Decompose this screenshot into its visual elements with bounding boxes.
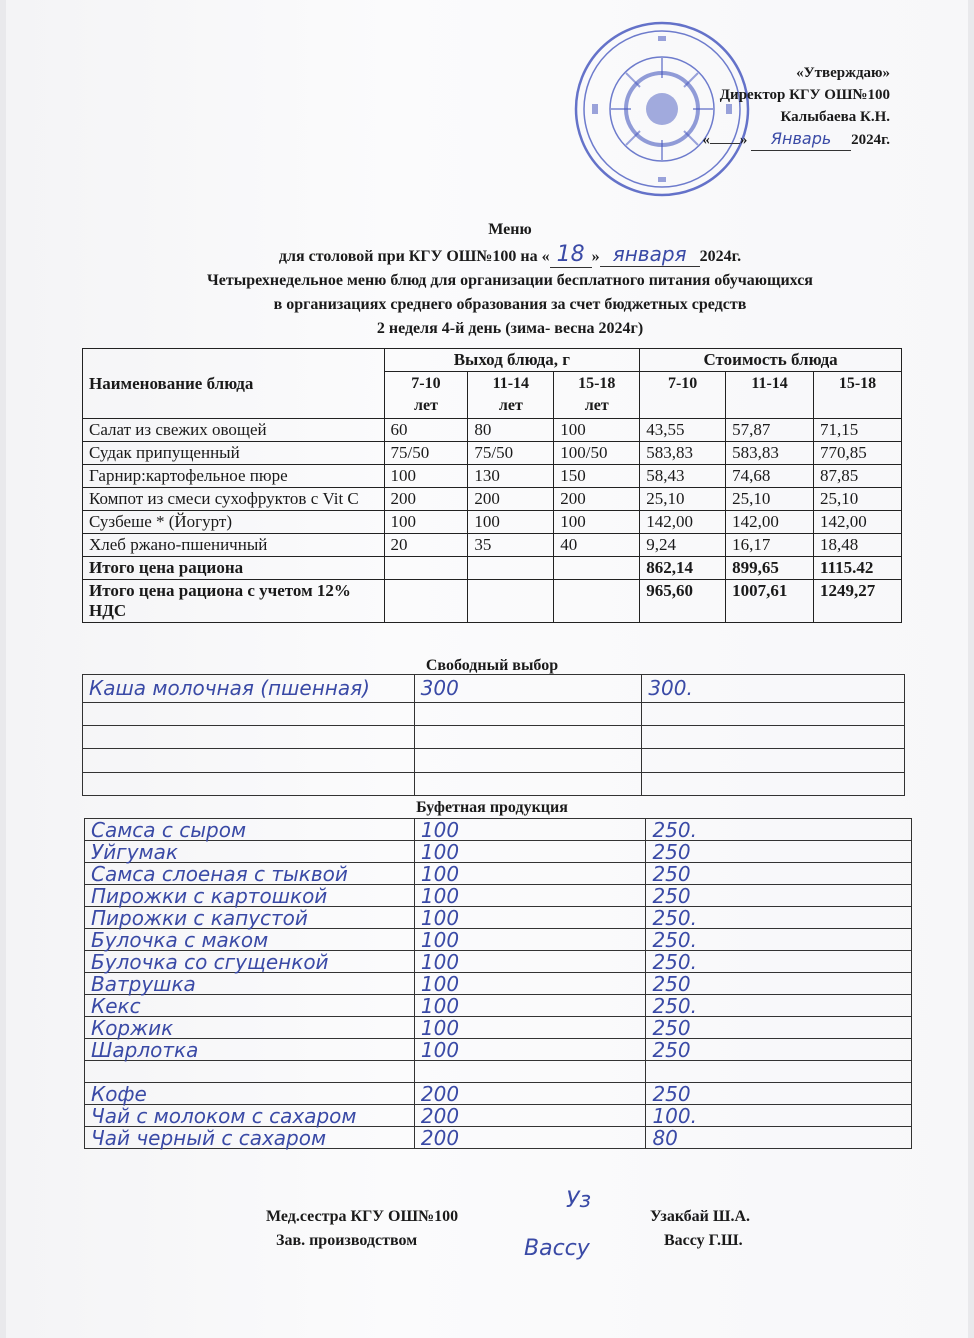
dish-output: 100 xyxy=(384,465,468,488)
buffet-name xyxy=(85,1061,415,1083)
buffet-row xyxy=(85,863,912,885)
col-dish-name: Наименование блюда xyxy=(83,349,385,419)
dish-row xyxy=(83,442,902,465)
buffet-row xyxy=(85,885,912,907)
buffet-price: 250. xyxy=(646,995,912,1017)
approval-date: « » Январь 2024г. xyxy=(660,128,890,151)
buffet-table xyxy=(84,818,912,1149)
buffet-out: 100 xyxy=(414,863,646,885)
age-range: 11-14 xyxy=(492,375,530,392)
buffet-price: 250 xyxy=(646,841,912,863)
buffet-row xyxy=(85,929,912,951)
age-range: 15-18 xyxy=(578,375,616,392)
nurse-role: Мед.сестра КГУ ОШ№100 xyxy=(266,1208,459,1225)
age-unit: лет xyxy=(584,397,609,414)
approval-block xyxy=(660,62,890,151)
dish-row xyxy=(83,419,902,442)
dish-row xyxy=(83,465,902,488)
dish-name: Гарнир:картофельное пюре xyxy=(83,465,385,488)
total-cost: 899,65 xyxy=(726,557,814,580)
dish-cost: 43,55 xyxy=(640,419,726,442)
dish-name: Сузбеше * (Йогурт) xyxy=(83,511,385,534)
dish-output: 40 xyxy=(554,534,640,557)
dish-output: 100 xyxy=(554,511,640,534)
dish-output: 150 xyxy=(554,465,640,488)
dish-cost: 25,10 xyxy=(726,488,814,511)
buffet-out xyxy=(414,1061,646,1083)
free_choice-out: 300 xyxy=(414,675,642,703)
free_choice-name xyxy=(83,702,415,725)
dish-output: 200 xyxy=(468,488,554,511)
total_vat-cost: 1249,27 xyxy=(814,580,902,623)
buffet-name: Самса слоеная с тыквой xyxy=(85,863,415,885)
production-role: Зав. производством xyxy=(276,1232,418,1249)
buffet-price: 250. xyxy=(646,907,912,929)
col-output: Выход блюда, г xyxy=(384,349,640,372)
free_choice-out xyxy=(414,726,642,749)
buffet-price: 250 xyxy=(646,885,912,907)
dish-output: 20 xyxy=(384,534,468,557)
menu-day-handwritten: 18 xyxy=(550,243,592,268)
buffet-out: 100 xyxy=(414,973,646,995)
total-label: Итого цена рациона xyxy=(83,557,385,580)
buffet-row xyxy=(85,819,912,841)
approval-month-handwritten: Январь xyxy=(751,128,851,151)
buffet-out: 100 xyxy=(414,1039,646,1061)
age-unit: лет xyxy=(414,397,438,414)
dish-cost: 25,10 xyxy=(814,488,902,511)
buffet-out: 100 xyxy=(414,951,646,973)
buffet-out: 200 xyxy=(414,1083,646,1105)
buffet-name: Пирожки с капустой xyxy=(85,907,415,929)
approval-position: Директор КГУ ОШ№100 xyxy=(719,87,890,103)
dish-name: Хлеб ржано-пшеничный xyxy=(83,534,385,557)
total-cost: 862,14 xyxy=(640,557,726,580)
dish-row xyxy=(83,534,902,557)
free-choice-table xyxy=(82,674,905,796)
empty-cell xyxy=(384,557,468,580)
empty-cell xyxy=(554,557,640,580)
dish-cost: 57,87 xyxy=(726,419,814,442)
cost-age-header: 7-10 xyxy=(640,372,726,419)
free_choice-name xyxy=(83,772,415,795)
dish-cost: 87,85 xyxy=(814,465,902,488)
dish-output: 200 xyxy=(384,488,468,511)
buffet-name: Коржик xyxy=(85,1017,415,1039)
dish-output: 75/50 xyxy=(384,442,468,465)
output-age-header xyxy=(554,372,640,419)
dish-cost: 142,00 xyxy=(640,511,726,534)
free_choice-out xyxy=(414,749,642,772)
empty-cell xyxy=(384,580,468,623)
dish-name: Судак припущенный xyxy=(83,442,385,465)
buffet-out: 100 xyxy=(414,841,646,863)
buffet-out: 100 xyxy=(414,1017,646,1039)
dish-output: 100 xyxy=(468,511,554,534)
buffet-out: 100 xyxy=(414,907,646,929)
empty-cell xyxy=(554,580,640,623)
free_choice-price: 300. xyxy=(642,675,905,703)
buffet-row xyxy=(85,1083,912,1105)
dish-cost: 25,10 xyxy=(640,488,726,511)
total_vat-row xyxy=(83,580,902,623)
buffet-price: 250 xyxy=(646,1039,912,1061)
dish-cost: 74,68 xyxy=(726,465,814,488)
buffet-row xyxy=(85,1127,912,1149)
dish-cost: 9,24 xyxy=(640,534,726,557)
free_choice-name xyxy=(83,726,415,749)
menu-month-handwritten: января xyxy=(600,242,700,267)
dish-cost: 71,15 xyxy=(814,419,902,442)
free_choice-name xyxy=(83,749,415,772)
dish-cost: 58,43 xyxy=(640,465,726,488)
output-age-header xyxy=(384,372,468,419)
buffet-price: 250. xyxy=(646,951,912,973)
menu-title: Меню xyxy=(488,221,532,238)
free_choice-price xyxy=(642,726,905,749)
menu-week-day: 2 неделя 4-й день (зима- весна 2024г) xyxy=(376,320,644,337)
buffet-name: Пирожки с картошкой xyxy=(85,885,415,907)
free_choice-row xyxy=(83,772,905,795)
buffet-row xyxy=(85,1061,912,1083)
buffet-out: 100 xyxy=(414,929,646,951)
buffet-price: 250 xyxy=(646,973,912,995)
dish-cost: 16,17 xyxy=(726,534,814,557)
menu-subtitle-2: в организациях среднего образования за счет бюджетных средств xyxy=(273,296,747,313)
buffet-name: Ватрушка xyxy=(85,973,415,995)
empty-cell xyxy=(468,557,554,580)
buffet-name: Булочка с маком xyxy=(85,929,415,951)
age-range: 7-10 xyxy=(411,375,441,392)
dish-output: 60 xyxy=(384,419,468,442)
dish-output: 75/50 xyxy=(468,442,554,465)
dish-name: Салат из свежих овощей xyxy=(83,419,385,442)
total_vat-cost: 965,60 xyxy=(640,580,726,623)
buffet-title: Буфетная продукция xyxy=(416,799,568,816)
total_vat-label: Итого цена рациона с учетом 12% НДС xyxy=(83,580,385,623)
free_choice-row xyxy=(83,702,905,725)
dish-output: 200 xyxy=(554,488,640,511)
buffet-row xyxy=(85,1017,912,1039)
free_choice-row xyxy=(83,675,905,703)
buffet-row xyxy=(85,995,912,1017)
cost-age-header: 11-14 xyxy=(726,372,814,419)
free_choice-row xyxy=(83,749,905,772)
cost-age-header: 15-18 xyxy=(814,372,902,419)
total-cost: 1115.42 xyxy=(814,557,902,580)
age-unit: лет xyxy=(498,397,523,414)
free_choice-row xyxy=(83,726,905,749)
col-cost: Стоимость блюда xyxy=(640,349,902,372)
buffet-row xyxy=(85,973,912,995)
free_choice-price xyxy=(642,772,905,795)
menu-heading xyxy=(60,218,960,341)
dish-output: 80 xyxy=(468,419,554,442)
free_choice-price xyxy=(642,749,905,772)
dish-cost: 583,83 xyxy=(726,442,814,465)
buffet-price: 250 xyxy=(646,1083,912,1105)
buffet-price: 250 xyxy=(646,863,912,885)
buffet-name: Булочка со сгущенкой xyxy=(85,951,415,973)
buffet-name: Чай черный с сахаром xyxy=(85,1127,415,1149)
free_choice-out xyxy=(414,772,642,795)
buffet-out: 100 xyxy=(414,995,646,1017)
dish-row xyxy=(83,488,902,511)
buffet-row xyxy=(85,841,912,863)
buffet-name: Чай с молоком с сахаром xyxy=(85,1105,415,1127)
buffet-price: 250 xyxy=(646,1017,912,1039)
buffet-out: 200 xyxy=(414,1127,646,1149)
dish-output: 130 xyxy=(468,465,554,488)
empty-cell xyxy=(468,580,554,623)
approval-name: Калыбаева К.Н. xyxy=(780,109,890,125)
buffet-row xyxy=(85,907,912,929)
free_choice-out xyxy=(414,702,642,725)
free_choice-name: Каша молочная (пшенная) xyxy=(83,675,415,703)
dish-output: 100 xyxy=(384,511,468,534)
dish-cost: 142,00 xyxy=(814,511,902,534)
free_choice-price xyxy=(642,702,905,725)
production-name: Вассу Г.Ш. xyxy=(664,1232,743,1249)
nurse-name: Узакбай Ш.А. xyxy=(650,1208,751,1225)
buffet-price: 80 xyxy=(646,1127,912,1149)
buffet-price: 250. xyxy=(646,929,912,951)
dish-output: 100 xyxy=(554,419,640,442)
dish-output: 35 xyxy=(468,534,554,557)
buffet-name: Шарлотка xyxy=(85,1039,415,1061)
dish-cost: 18,48 xyxy=(814,534,902,557)
buffet-out: 100 xyxy=(414,885,646,907)
output-age-header xyxy=(468,372,554,419)
nurse-signature: Уз xyxy=(566,1188,592,1213)
buffet-out: 100 xyxy=(414,819,646,841)
buffet-price: 100. xyxy=(646,1105,912,1127)
free-choice-title: Свободный выбор xyxy=(425,657,559,674)
dish-cost: 583,83 xyxy=(640,442,726,465)
buffet-out: 200 xyxy=(414,1105,646,1127)
buffet-row xyxy=(85,1039,912,1061)
dish-output: 100/50 xyxy=(554,442,640,465)
menu-table xyxy=(82,348,902,623)
buffet-name: Самса с сыром xyxy=(85,819,415,841)
buffet-price xyxy=(646,1061,912,1083)
menu-date-line: для столовой при КГУ ОШ№100 на « 18 » января 2024г. xyxy=(278,242,742,267)
total-row xyxy=(83,557,902,580)
production-signature: Вассу xyxy=(524,1236,590,1261)
dish-cost: 770,85 xyxy=(814,442,902,465)
total_vat-cost: 1007,61 xyxy=(726,580,814,623)
buffet-row xyxy=(85,1105,912,1127)
dish-name: Компот из смеси сухофруктов с Vit C xyxy=(83,488,385,511)
dish-row xyxy=(83,511,902,534)
buffet-price: 250. xyxy=(646,819,912,841)
buffet-name: Кофе xyxy=(85,1083,415,1105)
buffet-row xyxy=(85,951,912,973)
dish-cost: 142,00 xyxy=(726,511,814,534)
menu-subtitle: Четырехнедельное меню блюд для организации бесплатного питания обучающихся xyxy=(207,272,813,289)
approval-title: «Утверждаю» xyxy=(796,65,890,81)
buffet-name: Уйгумак xyxy=(85,841,415,863)
buffet-name: Кекс xyxy=(85,995,415,1017)
